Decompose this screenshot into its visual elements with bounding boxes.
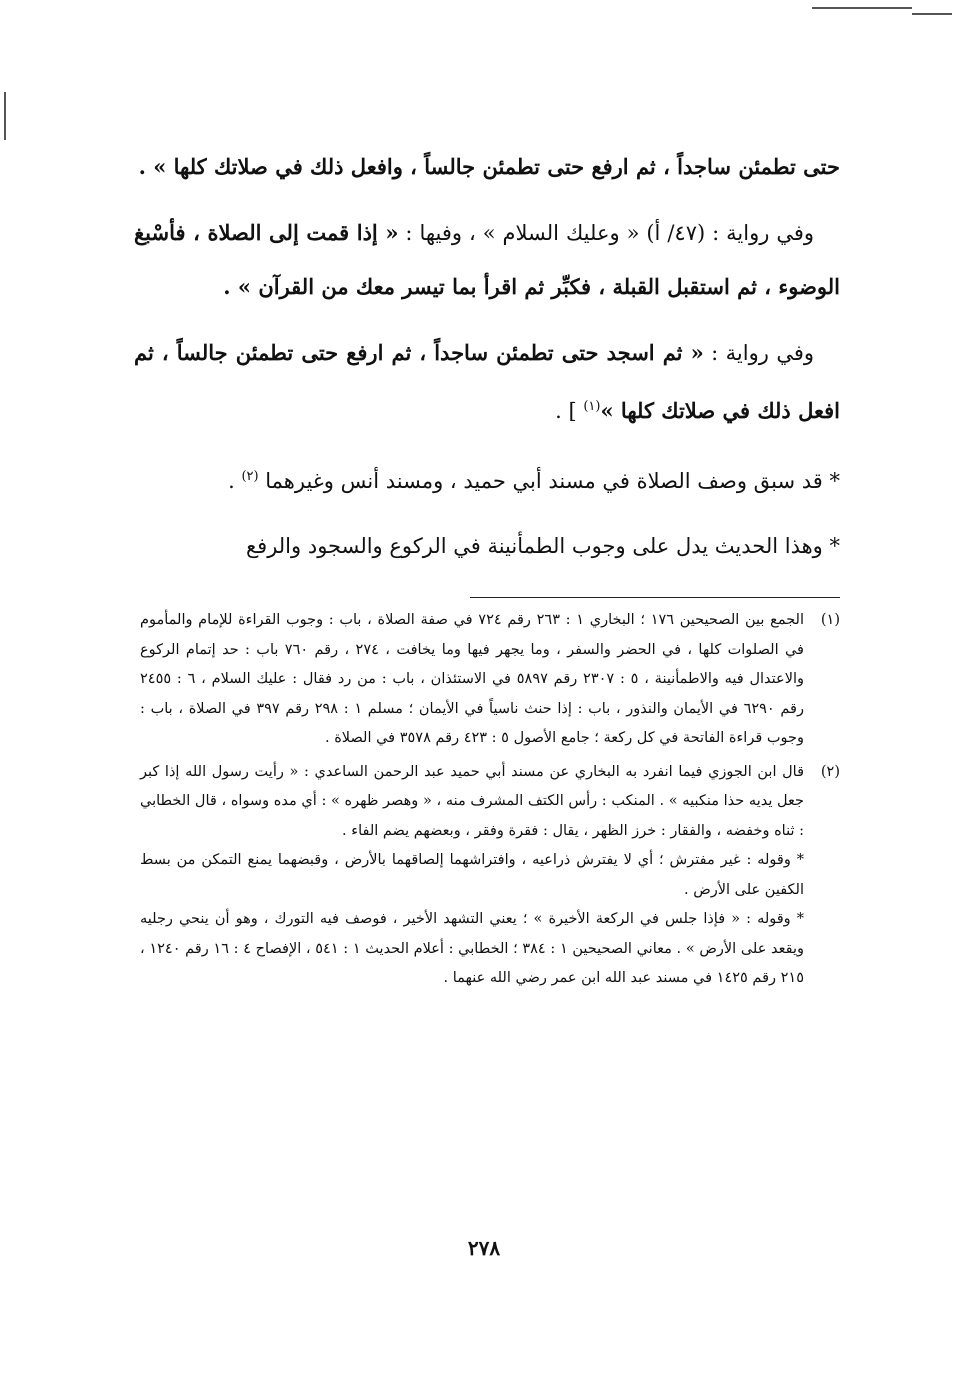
- paragraph-5: [134, 520, 840, 573]
- scan-artifact-top-right-2: [912, 13, 952, 15]
- paragraph-3-tail: ] .: [555, 399, 584, 423]
- footnote-1: [140, 606, 840, 754]
- footnote-2-text-2: * وقوله : غير مفترش ؛ أي لا يفترش ذراعيه ، وافتراشهما إلصاقهما بالأرض ، وقبضهما يمنع التمكن من بسط الكفين على الأرض .: [140, 852, 804, 898]
- paragraph-2-intro: وفي رواية : (٤٧/ أ) « وعليك السلام » ، وفيها :: [398, 221, 814, 245]
- footnote-ref-2: (٢): [241, 469, 259, 484]
- paragraph-5-text: * وهذا الحديث يدل على وجوب الطمأنينة في الركوع والسجود والرفع: [245, 534, 840, 558]
- paragraph-4-text: * قد سبق وصف الصلاة في مسند أبي حميد ، ومسند أنس وغيرهما: [258, 469, 840, 493]
- footnote-2-text-1: قال ابن الجوزي فيما انفرد به البخاري عن مسند أبي حميد عبد الرحمن الساعدي : « رأيت رسول الله إذا كبر جعل يديه حذا منكبيه » . المنكب : رأس الكتف المشرف منه ، « وهصر ظهره » : أي مده وسواه ، قال الخطابي : ثناه وخفضه ، والفقار : خرز الظهر ، يقال : فقرة وفقر ، وبعضهم يضم الفاء .: [140, 763, 804, 839]
- hadith-text-1: حتى تطمئن ساجداً ، ثم ارفع حتى تطمئن جالساً ، وافعل ذلك في صلاتك كلها » .: [138, 154, 840, 179]
- footnote-1-text: الجمع بين الصحيحين ١٧٦ ؛ البخاري ١ : ٢٦٣ رقم ٧٢٤ في صفة الصلاة ، باب : وجوب القراءة للإمام والمأموم في الصلوات كلها ، في الحضر والسفر ، وما يجهر فيها وما يخافت ، ٢٧٤ ، رقم ٧٦٠ باب : حد إتمام الركوع والاعتدال فيه والاطمأنينة ، ٥ : ٢٣٠٧ رقم ٥٨٩٧ في الاستئذان ، باب : من رد فقال : عليك السلام ، ٦ : ٢٤٥٥ رقم ٦٢٩٠ في الأيمان والنذور ، باب : إذا حنث ناسياً في الأيمان ؛ مسلم ١ : ٢٩٨ رقم ٣٩٧ في الصلاة ، باب : وجوب قراءة الفاتحة في كل ركعة ؛ جامع الأصول ٥ : ٤٢٣ رقم ٣٥٧٨ في الصلاة .: [140, 612, 805, 746]
- scan-artifact-left-edge: [4, 92, 6, 140]
- paragraph-3-intro: وفي رواية :: [703, 341, 814, 365]
- paragraph-4-tail: .: [228, 469, 242, 493]
- hadith-text-2: « إذا قمت إلى الصلاة ، فأسْبغ الوضوء ، ثم استقبل القبلة ، فكبِّر ثم اقرأ بما تيسر معك من القرآن » .: [134, 220, 840, 299]
- paragraph-1: [134, 140, 840, 194]
- footnote-1-number: (١): [820, 612, 840, 628]
- paragraph-4: [134, 450, 840, 508]
- footnote-2-text-3: * وقوله : « فإذا جلس في الركعة الأخيرة » ؛ يعني التشهد الأخير ، فوصف فيه التورك ، وهو أن ينحي رجليه ويقعد على الأرض » . معاني الصحيحين ١ : ٣٨٤ ؛ الخطابي : أعلام الحديث ١ : ٥٤١ ، الإفصاح ٤ : ١٦ رقم ١٢٤٠ ، ٢١٥ رقم ١٤٢٥ في مسند عبد الله ابن عمر رضي الله عنهما .: [140, 911, 805, 986]
- footnote-separator: [470, 597, 840, 598]
- hadith-text-3: « ثم اسجد حتى تطمئن ساجداً ، ثم ارفع حتى تطمئن جالساً ، ثم افعل ذلك في صلاتك كلها »: [134, 340, 840, 423]
- paragraph-2: [134, 206, 840, 314]
- scan-artifact-top-right-1: [812, 7, 912, 9]
- footnote-2: [140, 758, 840, 994]
- footnote-ref-1: (١): [583, 399, 601, 414]
- page-number: ٢٧٨: [467, 1236, 501, 1260]
- paragraph-3: [134, 326, 840, 438]
- footnote-2-number: (٢): [820, 763, 840, 780]
- main-text: [134, 140, 840, 585]
- footnotes: [140, 606, 840, 998]
